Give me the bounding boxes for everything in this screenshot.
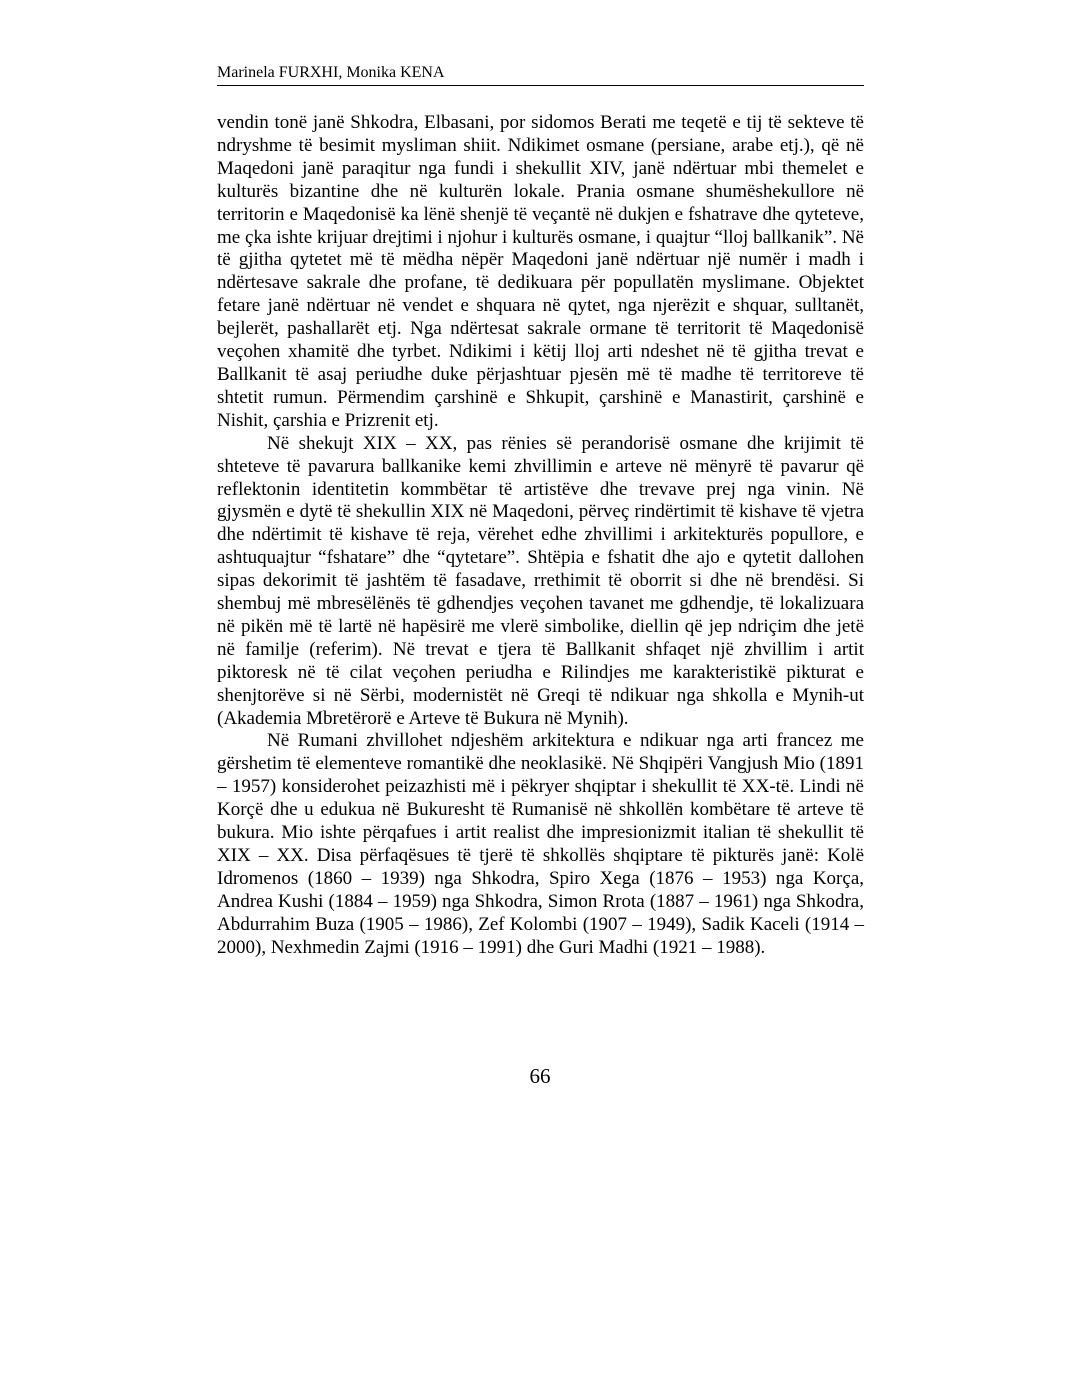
paragraph: Në Rumani zhvillohet ndjeshëm arkitektura e ndikuar nga arti francez me gërshetim të elementeve romantikë dhe neoklasikë. Në Shqipëri Vangjush Mio (1891 – 1957) konsiderohet peizazhisti më i pëkryer shqiptar i shekullit të XX-të. Lindi në Korçë dhe u edukua në Bukuresht të Rumanisë në shkollën kombëtare të arteve të bukura. Mio ishte përqafues i artit realist dhe impresionizmit italian të shekullit të XIX – XX. Disa përfaqësues të tjerë të shkollës shqiptare të pikturës janë: Kolë Idromenos (1860 – 1939) nga Shkodra, Spiro Xega (1876 – 1953) nga Korça, Andrea Kushi (1884 – 1959) nga Shkodra, Simon Rrota (1887 – 1961) nga Shkodra, Abdurrahim Buza (1905 – 1986), Zef Kolombi (1907 – 1949), Sadik Kaceli (1914 – 2000), Nexhmedin Zajmi (1916 – 1991) dhe Guri Madhi (1921 – 1988). bbox=[217, 730, 864, 958]
paragraph: Në shekujt XIX – XX, pas rënies së perandorisë osmane dhe krijimit të shteteve të pavarura ballkanike kemi zhvillimin e arteve në mënyrë të pavarur që reflektonin identitetin kommbëtar të artistëve dhe trevave prej nga vinin. Në gjysmën e dytë të shekullin XIX në Maqedoni, përveç rindërtimit të kishave të vjetra dhe ndërtimit të kishave të reja, vërehet edhe zhvillimi i arkitekturës popullore, e ashtuquajtur “fshatare” dhe “qytetare”. Shtëpia e fshatit dhe ajo e qytetit dallohen sipas dekorimit të jashtëm të fasadave, rrethimit të oborrit si dhe në brendësi. Si shembuj më mbresëlënës të gdhendjes veçohen tavanet me gdhendje, të lokalizuara në pikën më të lartë në hapësirë me vlerë simbolike, diellin që jep ndriçim dhe jetë në familje (referim). Në trevat e tjera të Ballkanit shfaqet një zhvillim i artit piktoresk në të cilat veçohen periudha e Rilindjes me karakteristikë pikturat e shenjtorëve si në Sërbi, modernistët në Greqi të ndikuar nga shkolla e Mynih-ut (Akademia Mbretërorë e Arteve të Bukura në Mynih). bbox=[217, 432, 864, 729]
header-authors: Marinela FURXHI, Monika KENA bbox=[217, 64, 445, 81]
page-number: 66 bbox=[529, 1064, 551, 1088]
running-header bbox=[217, 63, 864, 86]
body-text bbox=[217, 112, 864, 960]
paragraph-continued: vendin tonë janë Shkodra, Elbasani, por sidomos Berati me teqetë e tij të sekteve të ndryshme të besimit mysliman shiit. Ndikimet osmane (persiane, arabe etj.), që në Maqedoni janë paraqitur nga fundi i shekullit XIV, janë ndërtuar mbi themelet e kulturës bizantine dhe në kulturën lokale. Prania osmane shumëshekullore në territorin e Maqedonisë ka lënë shenjë të veçantë në dukjen e fshatrave dhe qyteteve, me çka ishte krijuar drejtimi i njohur i kulturës osmane, i quajtur “lloj ballkanik”. Në të gjitha qytetet më të mëdha nëpër Maqedoni janë ndërtuar një numër i madh i ndërtesave sakrale dhe profane, të dedikuara për popullatën myslimane. Objektet fetare janë ndërtuar në vendet e shquara në qytet, nga njerëzit e shquar, sulltanët, bejlerët, pashallarët etj. Nga ndërtesat sakrale ormane të territorit të Maqedonisë veçohen xhamitë dhe tyrbet. Ndikimi i këtij lloj arti ndeshet në të gjitha trevat e Ballkanit të asaj periudhe duke përjashtuar pjesën më të madhe të territoreve të shtetit rumun. Përmendim çarshinë e Shkupit, çarshinë e Manastirit, çarshinë e Nishit, çarshia e Prizrenit etj. bbox=[217, 112, 864, 431]
